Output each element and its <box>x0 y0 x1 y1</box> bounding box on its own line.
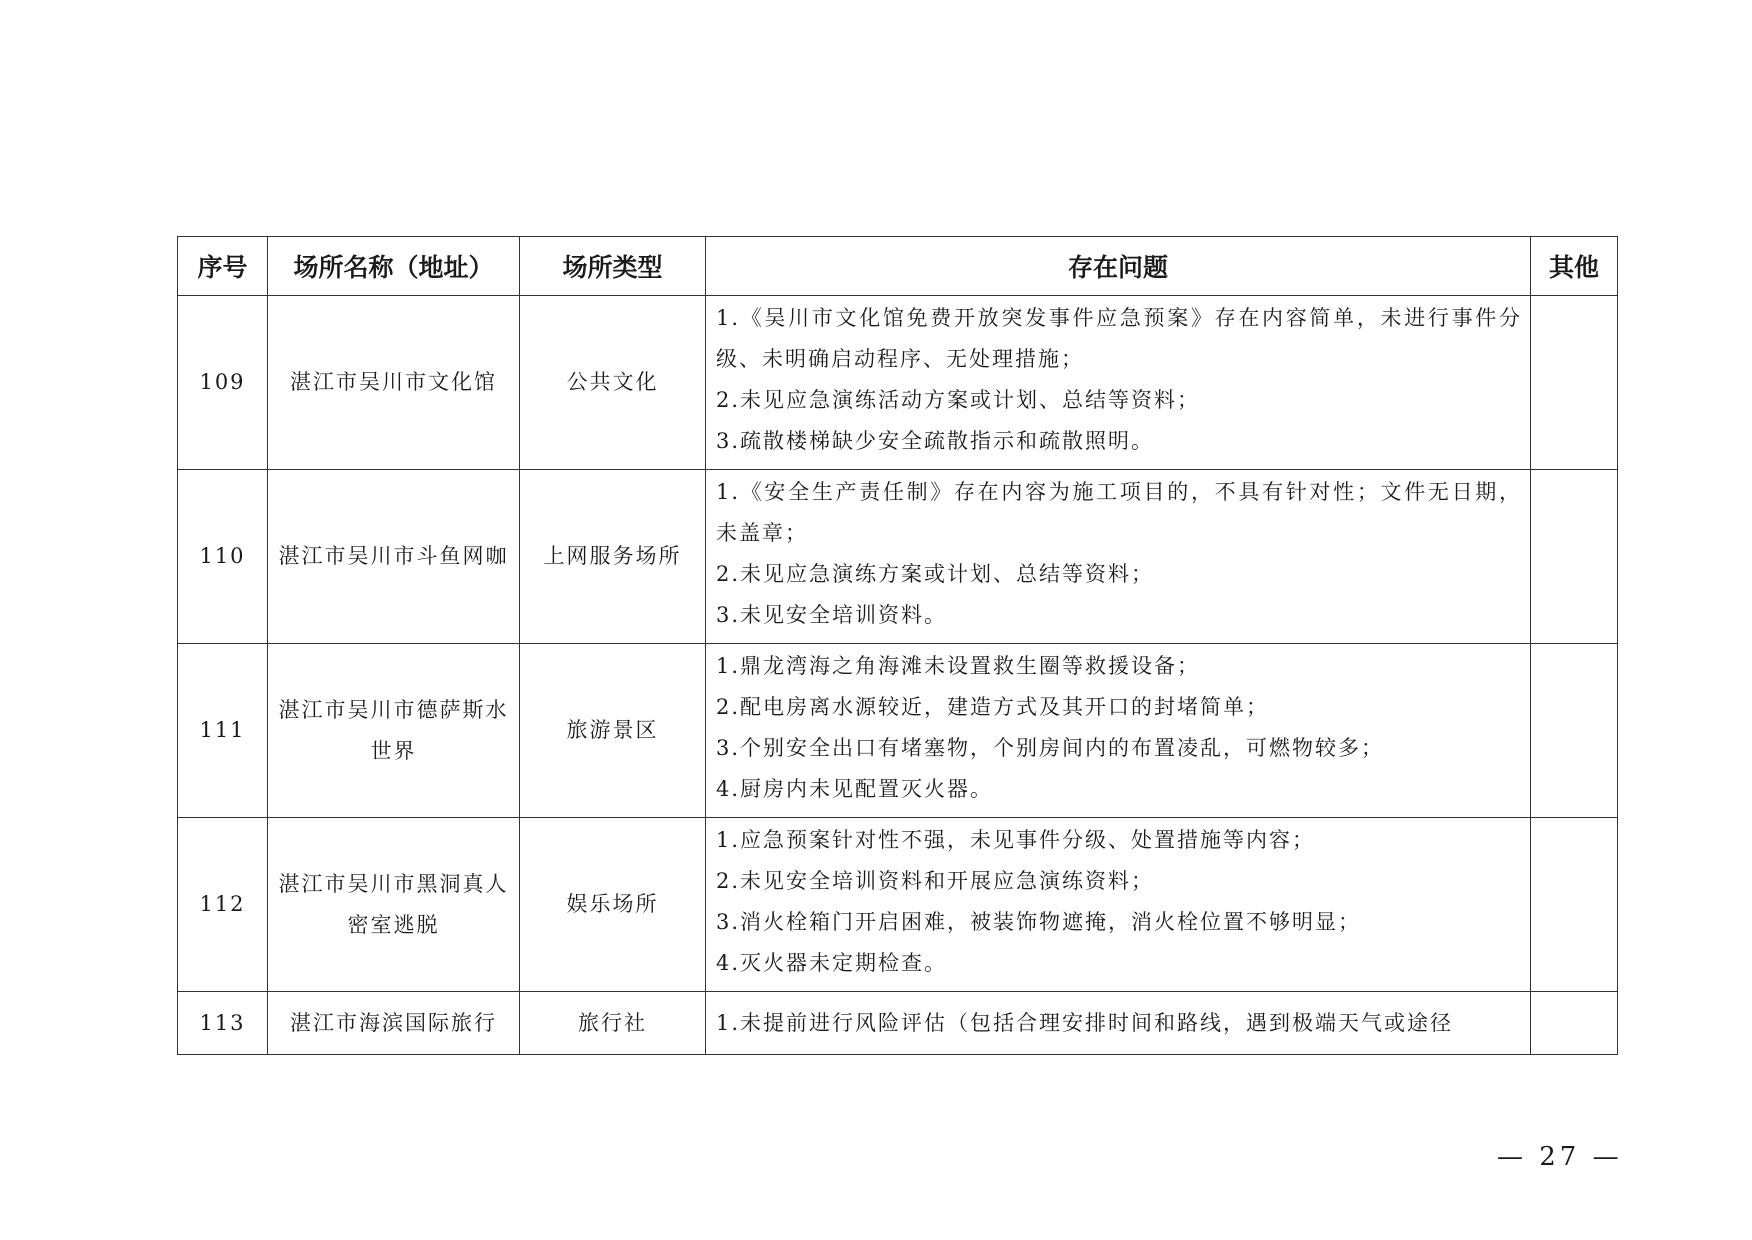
header-other: 其他 <box>1531 237 1618 296</box>
header-no: 序号 <box>178 237 268 296</box>
table-header <box>178 237 1618 296</box>
inspection-table <box>177 236 1618 1055</box>
issue-item: 2.配电房离水源较近，建造方式及其开口的封堵简单； <box>716 695 1270 719</box>
issue-item: 4.灭火器未定期检查。 <box>716 951 948 975</box>
cell-issues <box>706 644 1531 818</box>
issue-item: 3.消火栓箱门开启困难，被装饰物遮掩，消火栓位置不够明显； <box>716 910 1362 934</box>
cell-name: 湛江市吴川市文化馆 <box>268 296 520 470</box>
header-name: 场所名称（地址） <box>268 237 520 296</box>
cell-name: 湛江市吴川市黑洞真人密室逃脱 <box>268 818 520 992</box>
cell-type: 旅行社 <box>520 992 706 1055</box>
issue-item: 1.《吴川市文化馆免费开放突发事件应急预案》存在内容简单，未进行事件分级、未明确启动程序、无处理措施； <box>716 306 1522 371</box>
issue-item: 1.未提前进行风险评估（包括合理安排时间和路线，遇到极端天气或途径 <box>716 1010 1454 1035</box>
table-row <box>178 296 1618 470</box>
header-issues: 存在问题 <box>706 237 1531 296</box>
issue-item: 1.鼎龙湾海之角海滩未设置救生圈等救援设备； <box>716 654 1201 678</box>
cell-type: 上网服务场所 <box>520 470 706 644</box>
cell-issues <box>706 296 1531 470</box>
cell-other <box>1531 470 1618 644</box>
cell-no: 113 <box>178 992 268 1055</box>
cell-type: 旅游景区 <box>520 644 706 818</box>
issue-item: 3.个别安全出口有堵塞物，个别房间内的布置凌乱，可燃物较多； <box>716 736 1385 760</box>
header-type: 场所类型 <box>520 237 706 296</box>
cell-no: 110 <box>178 470 268 644</box>
cell-type: 娱乐场所 <box>520 818 706 992</box>
page-number: — 27 — <box>1497 1142 1623 1172</box>
cell-other <box>1531 644 1618 818</box>
cell-no: 112 <box>178 818 268 992</box>
cell-name: 湛江市吴川市德萨斯水世界 <box>268 644 520 818</box>
issue-item: 4.厨房内未见配置灭火器。 <box>716 777 994 801</box>
cell-issues <box>706 818 1531 992</box>
issue-item: 2.未见应急演练方案或计划、总结等资料； <box>716 562 1155 586</box>
cell-name: 湛江市吴川市斗鱼网咖 <box>268 470 520 644</box>
cell-issues <box>706 470 1531 644</box>
table-row <box>178 818 1618 992</box>
table-row <box>178 992 1618 1055</box>
issue-item: 1.《安全生产责任制》存在内容为施工项目的，不具有针对性；文件无日期，未盖章； <box>716 480 1522 545</box>
cell-no: 111 <box>178 644 268 818</box>
cell-other <box>1531 992 1618 1055</box>
issue-item: 3.未见安全培训资料。 <box>716 603 948 627</box>
cell-issues <box>706 992 1531 1055</box>
table-row <box>178 470 1618 644</box>
cell-name: 湛江市海滨国际旅行 <box>268 992 520 1055</box>
issue-item: 3.疏散楼梯缺少安全疏散指示和疏散照明。 <box>716 429 1155 453</box>
issue-item: 2.未见安全培训资料和开展应急演练资料； <box>716 869 1155 893</box>
issue-item: 1.应急预案针对性不强，未见事件分级、处置措施等内容； <box>716 828 1316 852</box>
cell-other <box>1531 296 1618 470</box>
cell-no: 109 <box>178 296 268 470</box>
table-row <box>178 644 1618 818</box>
issue-item: 2.未见应急演练活动方案或计划、总结等资料； <box>716 388 1201 412</box>
cell-other <box>1531 818 1618 992</box>
cell-type: 公共文化 <box>520 296 706 470</box>
